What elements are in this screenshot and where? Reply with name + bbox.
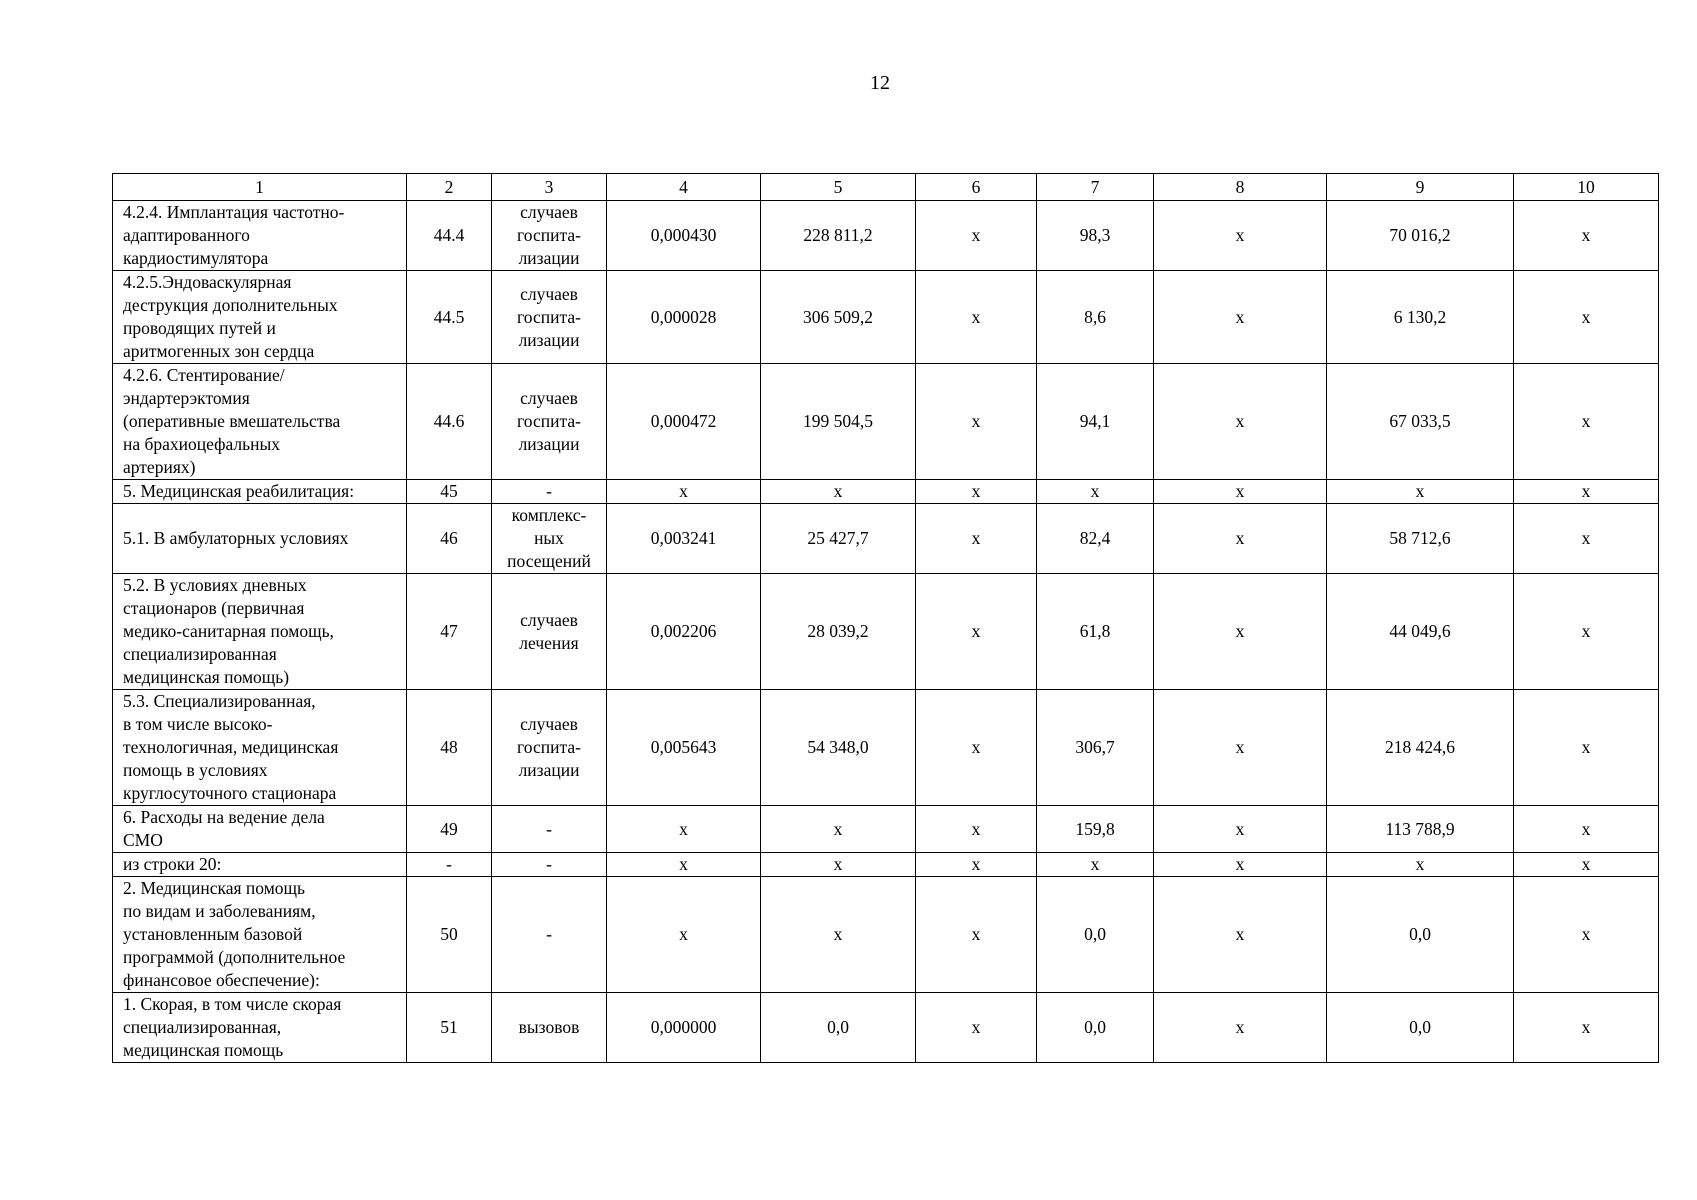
x-cell-8: х [1154,480,1327,504]
x-cell-8: х [1154,271,1327,364]
cost-cell: 0,0 [761,993,916,1063]
row-unit-cell [492,993,607,1063]
cost-cell: 28 039,2 [761,574,916,690]
row-name-line: 5. Медицинская реабилитация: [123,481,355,501]
row-unit-line: посещений [507,551,591,571]
row-name-line: из строки 20: [123,854,222,874]
row-code-cell: 44.5 [407,271,492,364]
row-name-cell [113,877,407,993]
x-cell-6: х [916,877,1037,993]
row-unit-line: случаев [520,283,578,304]
row-name-line: 1. Скорая, в том числе скорая [123,994,342,1014]
row-code-cell: 45 [407,480,492,504]
row-name-line: (оперативные вмешательства [123,411,341,431]
row-name-line: кардиостимулятора [123,248,269,268]
data-table [112,173,1659,1063]
row-name-line: финансовое обеспечение): [123,970,320,990]
x-cell-10: х [1514,480,1659,504]
row-name-cell [113,574,407,690]
x-cell-8: х [1154,364,1327,480]
row-unit-line: случаев [520,714,578,734]
cost-cell: 228 811,2 [761,201,916,271]
x-cell-8: х [1154,877,1327,993]
row-name-line: артериях) [123,457,196,477]
row-name-cell [113,806,407,853]
x-cell-10: х [1514,993,1659,1063]
row-unit-line: комплекс- [511,505,587,525]
row-name-line: специализированная [123,644,277,664]
row-unit-line: лизации [518,329,580,350]
x-cell-10: х [1514,504,1659,574]
table-row [113,993,1659,1063]
value-cell-7: х [1037,480,1154,504]
value-cell-9: 58 712,6 [1327,504,1514,574]
row-unit-cell [492,853,607,877]
x-cell-10: х [1514,271,1659,364]
value-cell-7: 98,3 [1037,201,1154,271]
x-cell-8: х [1154,504,1327,574]
value-cell-9: 6 130,2 [1327,271,1514,364]
header-cell: 3 [492,174,607,201]
row-unit-line: случаев [520,202,578,222]
row-unit-line: - [546,818,552,839]
x-cell-8: х [1154,690,1327,806]
x-cell-6: х [916,271,1037,364]
header-cell: 10 [1514,174,1659,201]
cost-cell: 25 427,7 [761,504,916,574]
header-row [113,174,1659,201]
ratio-cell: 0,003241 [607,504,761,574]
row-name-line: медицинская помощь) [123,667,290,687]
x-cell-6: х [916,690,1037,806]
row-unit-line: - [546,924,552,944]
row-name-line: программой (дополнительное [123,947,346,967]
value-cell-9: 70 016,2 [1327,201,1514,271]
row-name-cell [113,480,407,504]
value-cell-7: 159,8 [1037,806,1154,853]
table-row [113,690,1659,806]
row-name-cell [113,201,407,271]
cost-cell: х [761,480,916,504]
value-cell-9: 113 788,9 [1327,806,1514,853]
x-cell-8: х [1154,201,1327,271]
row-unit-line: лечения [519,632,579,653]
row-code-cell: 48 [407,690,492,806]
table-row [113,574,1659,690]
cost-cell: х [761,877,916,993]
ratio-cell: х [607,806,761,853]
row-code-cell: 51 [407,993,492,1063]
cost-cell: 54 348,0 [761,690,916,806]
row-unit-line: - [546,854,552,874]
table-row [113,201,1659,271]
row-name-line: 4.2.5.Эндоваскулярная [123,272,292,292]
table-row [113,853,1659,877]
ratio-cell: 0,000028 [607,271,761,364]
x-cell-8: х [1154,574,1327,690]
x-cell-10: х [1514,574,1659,690]
row-name-line: 4.2.6. Стентирование/ [123,365,285,385]
row-name-line: круглосуточного стационара [123,783,337,803]
row-name-line: 5.3. Специализированная, [123,691,316,711]
row-code-cell: 44.4 [407,201,492,271]
row-unit-line: вызовов [518,1017,580,1037]
row-code-cell: 47 [407,574,492,690]
x-cell-10: х [1514,806,1659,853]
value-cell-9: 0,0 [1327,993,1514,1063]
table-row [113,271,1659,364]
row-unit-line: госпита- [517,411,581,431]
row-name-line: 4.2.4. Имплантация частотно- [123,202,345,222]
row-code-cell: 44.6 [407,364,492,480]
row-unit-line: лизации [518,248,580,268]
row-unit-cell [492,364,607,480]
row-code-cell: - [407,853,492,877]
row-name-cell [113,853,407,877]
x-cell-10: х [1514,690,1659,806]
value-cell-9: х [1327,480,1514,504]
value-cell-7: 94,1 [1037,364,1154,480]
header-cell: 4 [607,174,761,201]
ratio-cell: 0,000000 [607,993,761,1063]
ratio-cell: 0,000430 [607,201,761,271]
header-cell: 2 [407,174,492,201]
table-row [113,480,1659,504]
table-row [113,364,1659,480]
x-cell-6: х [916,806,1037,853]
row-code-cell: 49 [407,806,492,853]
row-code-cell: 46 [407,504,492,574]
page-number: 12 [870,72,890,94]
row-unit-cell [492,201,607,271]
table-row [113,877,1659,993]
row-name-line: установленным базовой [123,924,303,944]
value-cell-9: 44 049,6 [1327,574,1514,690]
row-name-line: адаптированного [123,225,250,245]
x-cell-10: х [1514,877,1659,993]
row-name-line: эндартерэктомия [123,388,250,408]
row-name-cell [113,271,407,364]
row-unit-line: случаев [520,609,578,630]
row-unit-line: госпита- [517,306,581,327]
value-cell-7: 61,8 [1037,574,1154,690]
x-cell-8: х [1154,806,1327,853]
value-cell-7: 0,0 [1037,877,1154,993]
row-name-line: в том числе высоко- [123,714,273,734]
header-cell: 8 [1154,174,1327,201]
x-cell-10: х [1514,201,1659,271]
row-name-line: помощь в условиях [123,760,268,780]
ratio-cell: 0,000472 [607,364,761,480]
x-cell-6: х [916,364,1037,480]
row-name-line: стационаров (первичная [123,598,305,618]
row-unit-cell [492,877,607,993]
row-unit-cell [492,806,607,853]
x-cell-10: х [1514,364,1659,480]
row-unit-line: госпита- [517,737,581,757]
cost-cell: 199 504,5 [761,364,916,480]
x-cell-10: х [1514,853,1659,877]
row-name-line: технологичная, медицинская [123,737,339,757]
value-cell-7: 306,7 [1037,690,1154,806]
row-unit-line: ных [534,528,564,548]
row-name-line: СМО [123,830,163,850]
x-cell-6: х [916,480,1037,504]
cost-cell: х [761,806,916,853]
row-unit-cell [492,574,607,690]
x-cell-6: х [916,201,1037,271]
value-cell-7: 0,0 [1037,993,1154,1063]
row-unit-line: лизации [518,434,580,454]
row-name-cell [113,993,407,1063]
header-cell: 1 [113,174,407,201]
table-body [113,174,1659,1063]
header-cell: 9 [1327,174,1514,201]
header-cell: 6 [916,174,1037,201]
ratio-cell: 0,005643 [607,690,761,806]
ratio-cell: х [607,853,761,877]
header-cell: 5 [761,174,916,201]
x-cell-6: х [916,574,1037,690]
row-name-line: деструкция дополнительных [123,295,338,315]
x-cell-6: х [916,853,1037,877]
value-cell-9: 0,0 [1327,877,1514,993]
value-cell-9: х [1327,853,1514,877]
row-name-line: проводящих путей и [123,318,276,338]
row-unit-line: - [546,481,552,501]
value-cell-9: 218 424,6 [1327,690,1514,806]
table-row [113,504,1659,574]
row-name-line: медико-санитарная помощь, [123,621,334,641]
row-code-cell: 50 [407,877,492,993]
row-name-line: 2. Медицинская помощь [123,878,305,898]
row-name-line: 6. Расходы на ведение дела [123,807,325,827]
row-name-line: медицинская помощь [123,1040,284,1060]
row-name-cell [113,690,407,806]
row-name-line: на брахиоцефальных [123,434,280,454]
cost-cell: 306 509,2 [761,271,916,364]
ratio-cell: х [607,877,761,993]
row-name-cell [113,504,407,574]
value-cell-7: 8,6 [1037,271,1154,364]
value-cell-7: 82,4 [1037,504,1154,574]
row-name-line: специализированная, [123,1017,282,1037]
x-cell-8: х [1154,993,1327,1063]
row-unit-cell [492,504,607,574]
header-cell: 7 [1037,174,1154,201]
cost-cell: х [761,853,916,877]
table-row [113,806,1659,853]
x-cell-6: х [916,504,1037,574]
ratio-cell: х [607,480,761,504]
x-cell-6: х [916,993,1037,1063]
row-unit-line: случаев [520,388,578,408]
row-unit-line: госпита- [517,225,581,245]
row-name-cell [113,364,407,480]
x-cell-8: х [1154,853,1327,877]
row-unit-cell [492,271,607,364]
row-unit-cell [492,690,607,806]
value-cell-7: х [1037,853,1154,877]
row-unit-cell [492,480,607,504]
row-name-line: аритмогенных зон сердца [123,341,315,361]
row-name-line: 5.1. В амбулаторных условиях [123,528,349,548]
value-cell-9: 67 033,5 [1327,364,1514,480]
row-name-line: 5.2. В условиях дневных [123,575,307,595]
ratio-cell: 0,002206 [607,574,761,690]
row-unit-line: лизации [518,760,580,780]
row-name-line: по видам и заболеваниям, [123,901,316,921]
